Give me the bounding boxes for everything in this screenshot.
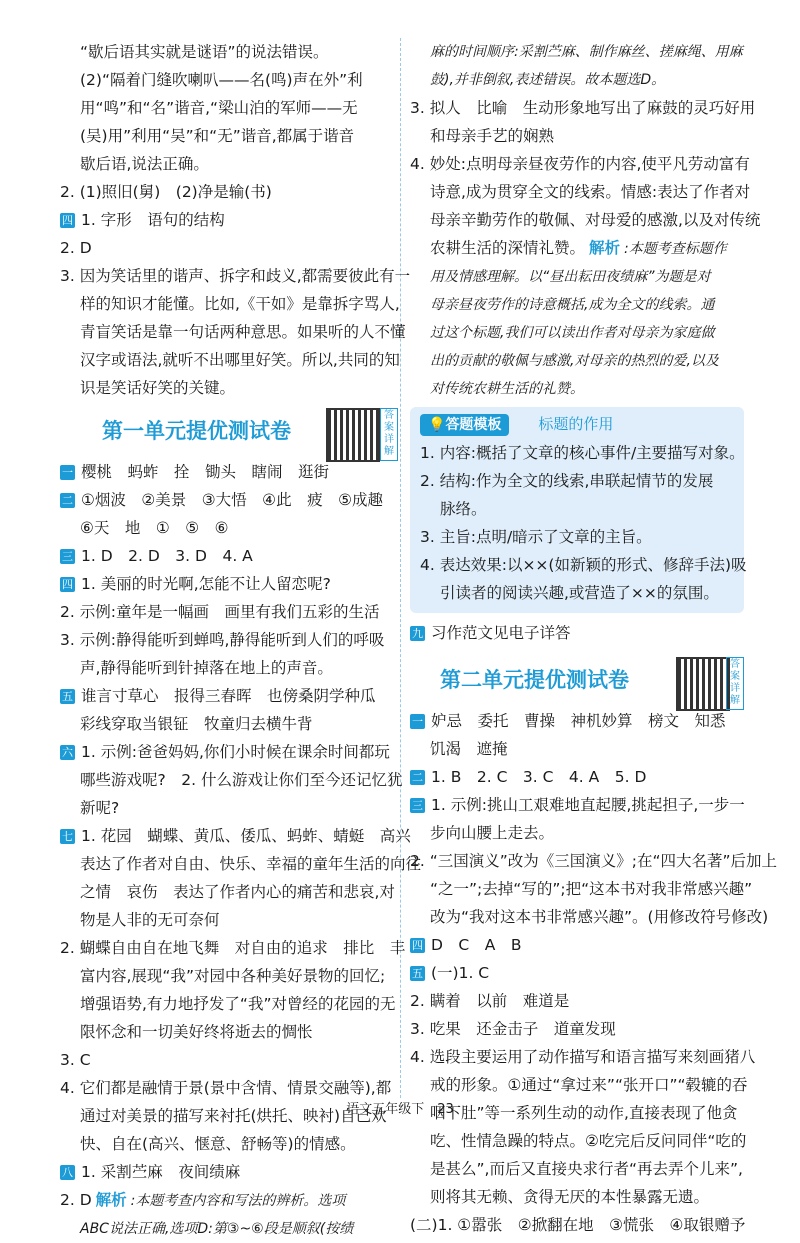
section-badge: 三 bbox=[412, 799, 423, 812]
section-badge: 四 bbox=[62, 578, 73, 591]
answer-text: 农耕生活的深情礼赞。 bbox=[430, 239, 586, 257]
answer-text: 1. 采割苎麻 夜间绩麻 bbox=[81, 1163, 241, 1181]
text-line: (吴)用”利用“吴”和“无”谐音,都属于谐音 bbox=[80, 127, 355, 145]
left-column bbox=[60, 38, 422, 1243]
section-badge: 五 bbox=[412, 967, 423, 980]
text-line: 3. C bbox=[60, 1051, 91, 1069]
answer-text: 1. B 2. C 3. C 4. A 5. D bbox=[431, 768, 647, 786]
lightbulb-icon: 💡 bbox=[428, 417, 446, 433]
section-badge: 四 bbox=[412, 939, 423, 952]
unit1-heading bbox=[60, 408, 405, 457]
text-line: “歇后语其实就是谜语”的说法错误。 bbox=[80, 43, 329, 61]
section-badge: 五 bbox=[62, 690, 73, 703]
text-line: 改为“我对这本书非常感兴趣”。(用修改符号修改) bbox=[430, 908, 769, 926]
analysis-text: 母亲昼夜劳作的诗意概括,成为全文的线索。通 bbox=[430, 297, 715, 313]
text-line: 2. 瞒着 以前 难道是 bbox=[410, 992, 570, 1010]
answer-line bbox=[60, 486, 405, 514]
answer-line bbox=[60, 738, 405, 766]
answer-text: D C A B bbox=[431, 936, 522, 954]
answer-line bbox=[60, 822, 411, 850]
analysis-text: 麻的时间顺序:采割苎麻、制作麻丝、搓麻绳、用麻 bbox=[430, 44, 743, 60]
text-line: ⑥天 地 ① ⑤ ⑥ bbox=[80, 519, 229, 537]
text-line: 声,静得能听到针掉落在地上的声音。 bbox=[80, 659, 333, 677]
qr-code-icon[interactable] bbox=[326, 408, 380, 462]
text-line: 2. “三国演义”改为《三国演义》;在“四大名著”后加上 bbox=[410, 852, 778, 870]
answer-text: 谁言寸草心 报得三春晖 也傍桑阴学种瓜 bbox=[81, 687, 376, 705]
section-line bbox=[60, 206, 405, 234]
text-line: 表达了作者对自由、快乐、幸福的童年生活的向往 bbox=[80, 855, 422, 873]
answer-text: 2. D bbox=[60, 1191, 92, 1209]
text-line: 彩线穿取当银钲 牧童归去横牛背 bbox=[80, 715, 313, 733]
answer-text: 妒忌 委托 曹操 神机妙算 榜文 知悉 bbox=[431, 712, 726, 730]
text-line: 3. 因为笑话里的谐声、拆字和歧义,都需要彼此有一 bbox=[60, 267, 411, 285]
text-line: “之一”;去掉“写的”;把“这本书对我非常感兴趣” bbox=[430, 880, 753, 898]
text-line: 识是笑话好笑的关键。 bbox=[80, 379, 236, 397]
template-line: 2. 结构:作为全文的线索,串联起情节的发展 bbox=[420, 472, 714, 490]
text-line: 和母亲手艺的娴熟 bbox=[430, 127, 555, 145]
section-badge: 一 bbox=[62, 466, 73, 479]
text-line: 2. (1)照旧(舅) (2)净是输(书) bbox=[60, 183, 272, 201]
answer-line bbox=[410, 931, 744, 959]
text-line: 通过对美景的描写来衬托(烘托、映衬)自己欢 bbox=[80, 1107, 387, 1125]
unit1-title: 第一单元提优测试卷 bbox=[102, 419, 291, 443]
right-column bbox=[410, 38, 778, 1239]
answer-text: 1. 美丽的时光啊,怎能不让人留恋呢? bbox=[81, 575, 331, 593]
text-line: 用“鸣”和“名”谐音,“梁山泊的军师——无 bbox=[80, 99, 358, 117]
answer-line bbox=[60, 1158, 405, 1186]
template-line: 脉络。 bbox=[440, 500, 487, 518]
text-line: 母亲辛勤劳作的敬佩、对母爱的感激,以及对传统 bbox=[430, 211, 761, 229]
text-line: 3. 拟人 比喻 生动形象地写出了麻鼓的灵巧好用 bbox=[410, 99, 756, 117]
template-title: 标题的作用 bbox=[538, 415, 614, 433]
answer-template-box bbox=[410, 407, 747, 613]
text-line: 4. 它们都是融情于景(景中含情、情景交融等),都 bbox=[60, 1079, 392, 1097]
template-line: 引读者的阅读兴趣,或营造了××的氛围。 bbox=[440, 584, 719, 602]
answer-text: 1. 花园 蝴蝶、黄瓜、倭瓜、蚂蚱、蜻蜓 高兴 bbox=[81, 827, 411, 845]
answer-text: 1. 字形 语句的结构 bbox=[81, 211, 225, 229]
text-line: 哪些游戏呢? 2. 什么游戏让你们至今还记忆犹 bbox=[80, 771, 403, 789]
text-line: 步向山腰上走去。 bbox=[430, 824, 555, 842]
text-line: 3. 吃果 还金击子 道童发现 bbox=[410, 1020, 616, 1038]
analysis-line bbox=[60, 1186, 405, 1215]
answer-text: 习作范文见电子详答 bbox=[431, 624, 571, 642]
answer-line bbox=[60, 542, 405, 570]
answer-line bbox=[410, 707, 744, 735]
text-line: 增强语势,有力地抒发了“我”对曾经的花园的无 bbox=[80, 995, 396, 1013]
answer-line bbox=[60, 458, 405, 486]
text-line: 3. 示例:静得能听到蝉鸣,静得能听到人们的呼吸 bbox=[60, 631, 385, 649]
section-badge: 一 bbox=[412, 715, 423, 728]
section-badge: 七 bbox=[62, 830, 73, 843]
answer-text: 1. 示例:挑山工艰难地直起腰,挑起担子,一步一 bbox=[431, 796, 745, 814]
text-line: (2)“隔着门缝吹喇叭——名(鸣)声在外”利 bbox=[80, 71, 363, 89]
text-line: 咽下肚”等一系列生动的动作,直接表现了他贪 bbox=[430, 1104, 738, 1122]
text-line: 物是人非的无可奈何 bbox=[80, 911, 220, 929]
text-line: 汉字或语法,就听不出哪里好笑。所以,共同的知 bbox=[80, 351, 400, 369]
section-badge: 三 bbox=[62, 550, 73, 563]
analysis-text: :本题考查标题作 bbox=[624, 241, 727, 257]
text-line: 戒的形象。①通过“拿过来”“张开口”“毂辘的吞 bbox=[430, 1076, 748, 1094]
text-line: 2. 蝴蝶自由自在地飞舞 对自由的追求 排比 丰 bbox=[60, 939, 406, 957]
analysis-label: 解析 bbox=[95, 1191, 127, 1209]
text-line: 之情 哀伤 表达了作者内心的痛苦和悲哀,对 bbox=[80, 883, 395, 901]
answer-line bbox=[60, 682, 405, 710]
answer-text: (一)1. C bbox=[431, 964, 490, 982]
text-line: 2. 示例:童年是一幅画 画里有我们五彩的生活 bbox=[60, 603, 380, 621]
text-line: 诗意,成为贯穿全文的线索。情感:表达了作者对 bbox=[430, 183, 751, 201]
text-line: 是甚么”,而后又直接央求行者“再去弄个儿来”, bbox=[430, 1160, 743, 1178]
text-line: 限怀念和一切美好终将逝去的惆怅 bbox=[80, 1023, 313, 1041]
text-line: 2. D bbox=[60, 239, 92, 257]
page-footer: 语文五年级下 23 bbox=[346, 1102, 454, 1117]
template-line: 3. 主旨:点明/暗示了文章的主旨。 bbox=[420, 528, 652, 546]
answer-text: 1. D 2. D 3. D 4. A bbox=[81, 547, 253, 565]
template-line: 4. 表达效果:以××(如新颖的形式、修辞手法)吸 bbox=[420, 556, 747, 574]
answer-line bbox=[410, 791, 744, 819]
qr-label: 答案详解 bbox=[726, 657, 744, 710]
template-tag bbox=[420, 414, 509, 436]
text-line: (二)1. ①嚣张 ②掀翻在地 ③慌张 ④取银赠予 bbox=[410, 1216, 746, 1234]
analysis-text: 对传统农耕生活的礼赞。 bbox=[430, 381, 584, 397]
text-line: 富内容,展现“我”对园中各种美好景物的回忆; bbox=[80, 967, 386, 985]
template-line: 1. 内容:概括了文章的核心事件/主要描写对象。 bbox=[420, 444, 745, 462]
template-tag-text: 答题模板 bbox=[445, 417, 502, 433]
answer-line bbox=[410, 959, 744, 987]
text-line: 饥渴 遮掩 bbox=[430, 740, 508, 758]
analysis-text: 过这个标题,我们可以读出作者对母亲为家庭做 bbox=[430, 325, 715, 341]
section-badge: 八 bbox=[62, 1166, 73, 1179]
answer-text: 1. 示例:爸爸妈妈,你们小时候在课余时间都玩 bbox=[81, 743, 390, 761]
unit2-heading bbox=[410, 657, 744, 706]
unit2-title: 第二单元提优测试卷 bbox=[440, 668, 629, 692]
text-line: 4. 选段主要运用了动作描写和语言描写来刻画猪八 bbox=[410, 1048, 756, 1066]
answer-line bbox=[60, 570, 405, 598]
text-line: 样的知识才能懂。比如,《干如》是靠拆字骂人, bbox=[80, 295, 400, 313]
section-badge: 二 bbox=[62, 494, 73, 507]
text-line: 快、自在(高兴、惬意、舒畅等)的情感。 bbox=[80, 1135, 356, 1153]
analysis-label: 解析 bbox=[589, 239, 621, 257]
analysis-text: :本题考查内容和写法的辨析。选项 bbox=[130, 1193, 346, 1209]
section-badge: 二 bbox=[412, 771, 423, 784]
answer-line bbox=[410, 619, 744, 647]
template-header bbox=[420, 409, 734, 439]
text-line: 则将其无赖、贪得无厌的本性暴露无遗。 bbox=[430, 1188, 710, 1206]
analysis-text: ABC说法正确,选项D:第③~⑥段是顺叙(按绩 bbox=[80, 1221, 354, 1237]
qr-code-icon[interactable] bbox=[676, 657, 730, 711]
text-line: 吃、性情急躁的特点。②吃完后反问同伴“吃的 bbox=[430, 1132, 747, 1150]
text-line: 青盲笑话是靠一句话两种意思。如果听的人不懂 bbox=[80, 323, 406, 341]
text-line: 歇后语,说法正确。 bbox=[80, 155, 209, 173]
text-line: 新呢? bbox=[80, 799, 120, 817]
answer-text: ①烟波 ②美景 ③大悟 ④此 疲 ⑤成趣 bbox=[81, 491, 383, 509]
analysis-text: 出的贡献的敬佩与感激,对母亲的热烈的爱,以及 bbox=[430, 353, 719, 369]
section-badge: 九 bbox=[412, 627, 423, 640]
section-badge: 六 bbox=[62, 746, 73, 759]
analysis-text: 鼓),并非倒叙,表述错误。故本题选D。 bbox=[430, 72, 666, 88]
analysis-text: 用及情感理解。以“昼出耘田夜绩麻”为题是对 bbox=[430, 269, 711, 285]
section-badge: 四 bbox=[62, 214, 73, 227]
analysis-line bbox=[410, 234, 744, 263]
answer-line bbox=[410, 763, 744, 791]
qr-label: 答案详解 bbox=[380, 408, 398, 461]
answer-text: 樱桃 蚂蚱 拴 锄头 瞎闹 逛街 bbox=[81, 463, 330, 481]
text-line: 4. 妙处:点明母亲昼夜劳作的内容,使平凡劳动富有 bbox=[410, 155, 750, 173]
